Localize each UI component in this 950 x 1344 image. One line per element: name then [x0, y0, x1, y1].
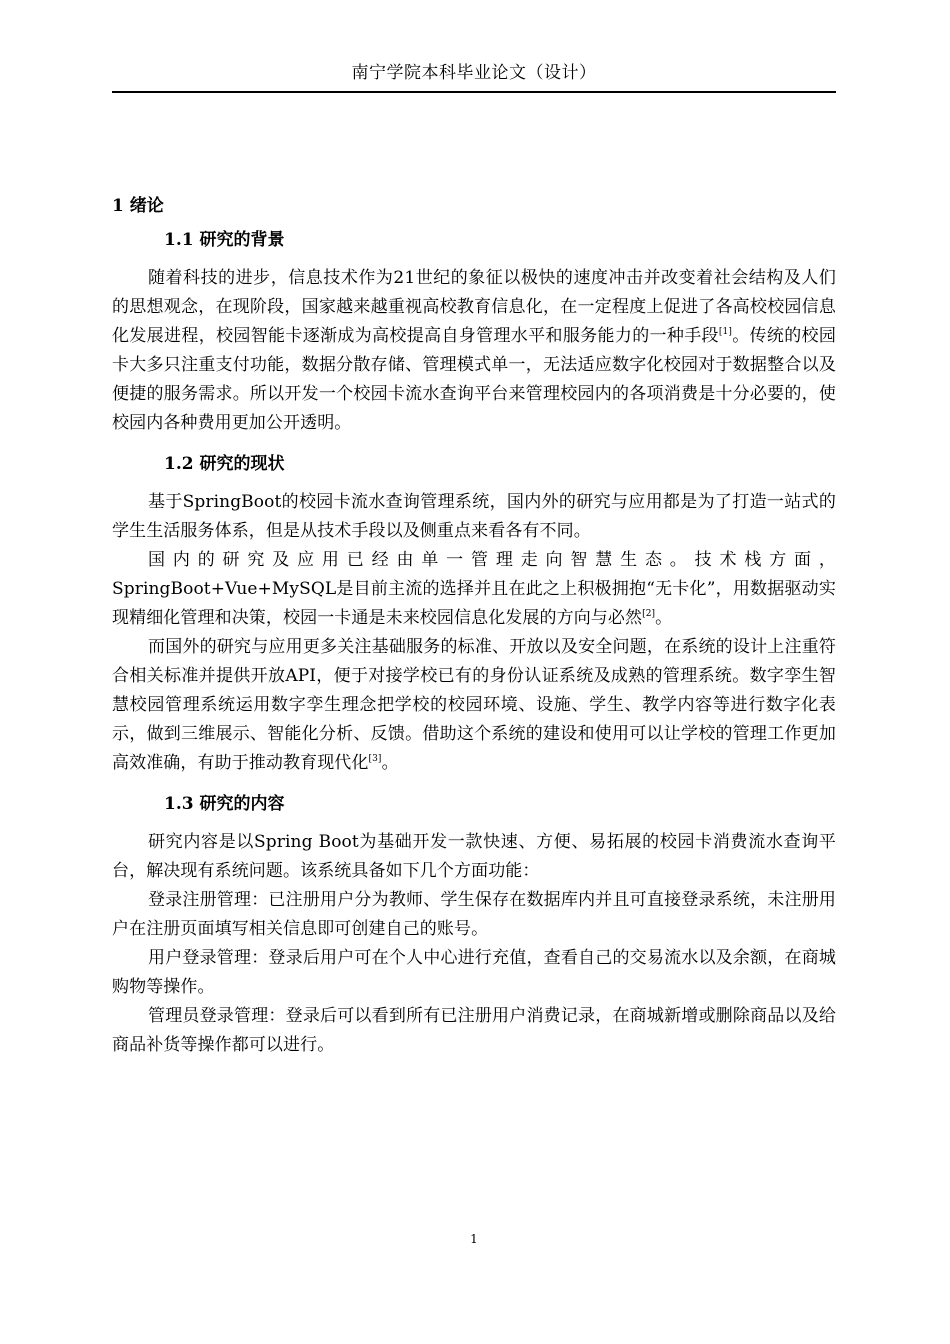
citation: [3] [368, 754, 382, 764]
paragraph-text: 随着科技的进步，信息技术作为21世纪的象征以极快的速度冲击并改变着社会结构及人们的思想观念，在现阶段，国家越来越重视高校教育信息化，在一定程度上促进了各高校校园信息化发展进程，校园智能卡逐渐成为高校提高自身管理水平和服务能力的一种手段 [112, 268, 836, 346]
paragraph [112, 546, 836, 633]
paragraph-text: 国内的研究及应用已经由单一管理走向智慧生态。技术栈方面，SpringBoot+Vue+MySQL是目前主流的选择并且在此之上积极拥抱“无卡化”，用数据驱动实现精细化管理和决策，校园一卡通是未来校园信息化发展的方向与必然 [112, 550, 836, 628]
paragraph [112, 1002, 836, 1060]
citation: [1] [718, 327, 732, 337]
paragraph-text-tail: 。传统的校园卡大多只注重支付功能，数据分散存储、管理模式单一，无法适应数字化校园对于数据整合以及便捷的服务需求。所以开发一个校园卡流水查询平台来管理校园内的各项消费是十分必要的，使校园内各种费用更加公开透明。 [112, 326, 836, 433]
paragraph [112, 264, 836, 438]
paragraph [112, 886, 836, 944]
paragraph-text: 用户登录管理：登录后用户可在个人中心进行充值，查看自己的交易流水以及余额，在商城购物等操作。 [112, 948, 836, 997]
paragraph [112, 944, 836, 1002]
paragraph [112, 633, 836, 778]
paragraph-text: 而国外的研究与应用更多关注基础服务的标准、开放以及安全问题，在系统的设计上注重符合相关标准并提供开放API，便于对接学校已有的身份认证系统及成熟的管理系统。数字孪生智慧校园管理系统运用数字孪生理念把学校的校园环境、设施、学生、教学内容等进行数字化表示，做到三维展示、智能化分析、反馈。借助这个系统的建设和使用可以让学校的管理工作更加高效准确，有助于推动教育现代化 [112, 637, 836, 773]
chapter-heading: 1 绪论 [112, 196, 164, 216]
paragraph-text: 管理员登录管理：登录后可以看到所有已注册用户消费记录，在商城新增或删除商品以及给商品补货等操作都可以进行。 [112, 1006, 836, 1055]
page-number: 1 [470, 1232, 478, 1246]
document-body [112, 192, 836, 1066]
header-rule [112, 91, 836, 93]
paragraph-text-tail: 。 [381, 753, 399, 773]
paragraph-text: 登录注册管理：已注册用户分为教师、学生保存在数据库内并且可直接登录系统，未注册用户在注册页面填写相关信息即可创建自己的账号。 [112, 890, 836, 939]
paragraph-text: 研究内容是以Spring Boot为基础开发一款快速、方便、易拓展的校园卡消费流水查询平台，解决现有系统问题。该系统具备如下几个方面功能： [112, 832, 836, 881]
paragraph-text: 基于SpringBoot的校园卡流水查询管理系统，国内外的研究与应用都是为了打造一站式的学生生活服务体系，但是从技术手段以及侧重点来看各有不同。 [112, 492, 836, 541]
section-status-body [112, 488, 836, 778]
paragraph [112, 828, 836, 886]
paragraph [112, 488, 836, 546]
section-heading-status: 1.2 研究的现状 [164, 454, 285, 474]
citation: [2] [642, 609, 656, 619]
section-heading-background: 1.1 研究的背景 [164, 230, 285, 250]
paragraph-text-tail: 。 [655, 608, 673, 628]
running-header: 南宁学院本科毕业论文（设计） [351, 63, 597, 83]
section-background-body [112, 264, 836, 438]
section-content-body [112, 828, 836, 1060]
section-heading-content: 1.3 研究的内容 [164, 794, 285, 814]
